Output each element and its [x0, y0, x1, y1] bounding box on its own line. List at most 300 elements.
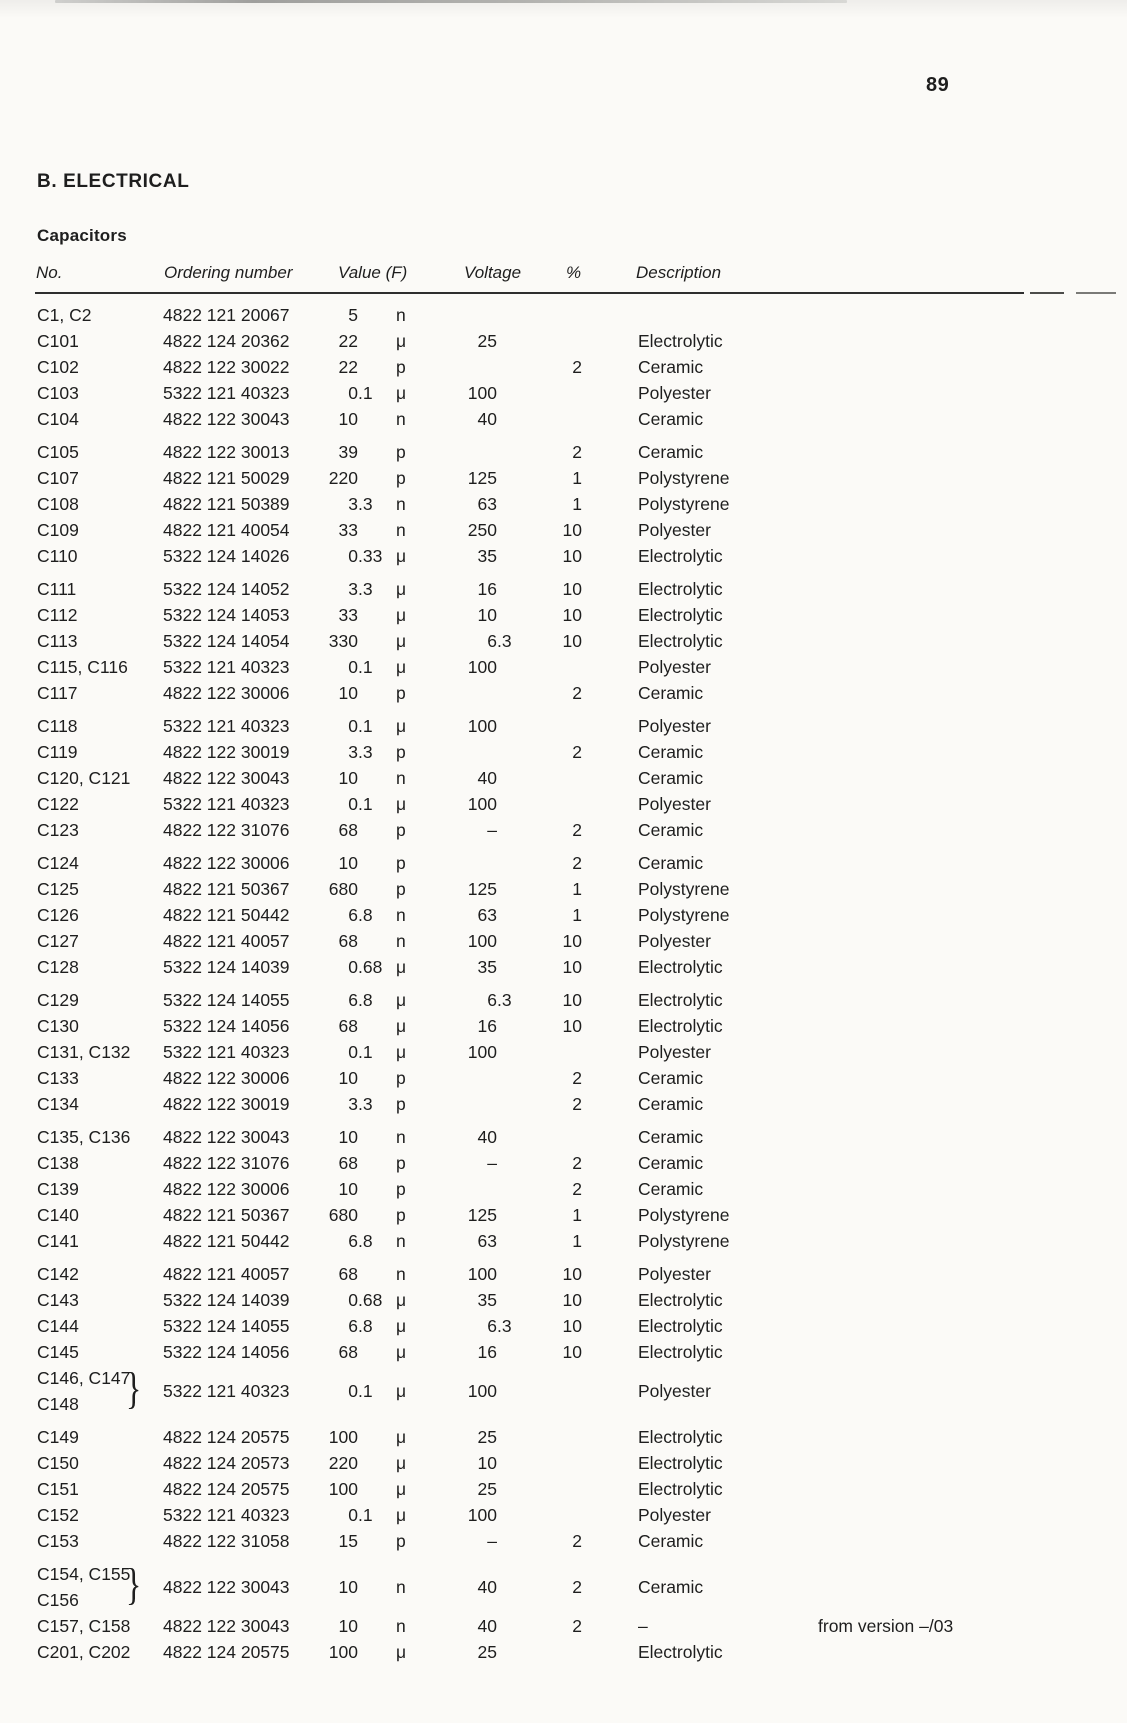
- table-row: [0, 902, 1127, 928]
- ordering-number: 4822 121 20067: [163, 305, 290, 325]
- value-cell-frac: .3: [358, 494, 373, 514]
- value-cell-frac: .1: [358, 716, 373, 736]
- capacitor-number: C109: [37, 520, 79, 540]
- ordering-number: 5322 124 14056: [163, 1342, 290, 1362]
- ordering-number: 5322 121 40323: [163, 657, 290, 677]
- capacitor-number: C103: [37, 383, 79, 403]
- capacitor-number: C104: [37, 409, 79, 429]
- value-unit: n: [396, 931, 406, 951]
- value-cell-int: 10: [338, 1068, 358, 1088]
- value-cell: [250, 1476, 410, 1502]
- voltage-cell-int: 63: [477, 905, 497, 925]
- column-header-no: No.: [36, 263, 63, 282]
- page-number: 89: [926, 74, 950, 96]
- description-cell: Ceramic: [638, 1577, 704, 1597]
- capacitor-number: C110: [37, 546, 78, 566]
- group-brace: }: [126, 1560, 142, 1609]
- value-cell-int: 100: [328, 1642, 358, 1662]
- table-row: [0, 465, 1127, 491]
- value-unit: p: [396, 1153, 406, 1173]
- value-cell-int: 10: [338, 683, 358, 703]
- voltage-cell: [400, 1124, 520, 1150]
- voltage-cell: [400, 1613, 520, 1639]
- tolerance-cell: 2: [572, 1577, 582, 1597]
- value-unit: μ: [396, 1016, 407, 1036]
- value-cell-int: 6: [348, 1231, 358, 1251]
- capacitor-number: C115, C116: [37, 657, 128, 677]
- value-cell-int: 68: [338, 1264, 358, 1284]
- description-cell: Electrolytic: [638, 1427, 723, 1447]
- value-cell-int: 39: [338, 442, 358, 462]
- description-cell: Electrolytic: [638, 957, 723, 977]
- voltage-cell-int: –: [487, 820, 497, 840]
- value-cell-int: 10: [338, 1127, 358, 1147]
- description-cell: –: [638, 1616, 648, 1636]
- value-cell-int: 10: [338, 409, 358, 429]
- capacitor-number: C130: [37, 1016, 79, 1036]
- table-row: [0, 1639, 1127, 1665]
- table-row: [0, 1228, 1127, 1254]
- voltage-cell-int: 25: [477, 1427, 497, 1447]
- capacitor-number: C134: [37, 1094, 79, 1114]
- capacitor-number: C143: [37, 1290, 79, 1310]
- value-cell-int: 220: [328, 468, 358, 488]
- value-cell: [250, 850, 410, 876]
- value-cell: [250, 791, 410, 817]
- value-unit: p: [396, 468, 406, 488]
- value-cell: [250, 1450, 410, 1476]
- value-cell: [250, 1039, 410, 1065]
- value-cell-int: 0: [348, 716, 358, 736]
- ordering-number: 4822 121 50367: [163, 1205, 290, 1225]
- tolerance-cell: 10: [562, 605, 582, 625]
- value-cell: [250, 1613, 410, 1639]
- value-cell-frac: .3: [358, 1094, 373, 1114]
- voltage-cell: [400, 406, 520, 432]
- value-unit: n: [396, 1577, 406, 1597]
- voltage-cell-frac: .3: [497, 631, 512, 651]
- version-note: from version –/03: [818, 1616, 954, 1636]
- ordering-number: 4822 122 30043: [163, 1127, 290, 1147]
- value-unit: p: [396, 357, 406, 377]
- table-row: [0, 791, 1127, 817]
- value-unit: n: [396, 1231, 406, 1251]
- ordering-number: 5322 124 14039: [163, 1290, 290, 1310]
- voltage-cell: [400, 1261, 520, 1287]
- ordering-number: 4822 122 30006: [163, 1179, 290, 1199]
- tolerance-cell: 2: [572, 683, 582, 703]
- voltage-cell-int: 16: [477, 1342, 497, 1362]
- ordering-number: 4822 124 20575: [163, 1642, 290, 1662]
- table-row: [0, 602, 1127, 628]
- description-cell: Ceramic: [638, 820, 704, 840]
- capacitor-number: C153: [37, 1531, 79, 1551]
- value-unit: μ: [396, 1479, 407, 1499]
- description-cell: Electrolytic: [638, 1453, 723, 1473]
- table-row-group: [0, 1561, 1127, 1665]
- tolerance-cell: 10: [562, 957, 582, 977]
- voltage-cell: [400, 465, 520, 491]
- voltage-cell: [400, 1450, 520, 1476]
- value-cell: [250, 739, 410, 765]
- tolerance-cell: 2: [572, 1094, 582, 1114]
- voltage-cell: [400, 491, 520, 517]
- ordering-number: 4822 124 20575: [163, 1479, 290, 1499]
- voltage-cell-int: 100: [467, 1381, 497, 1401]
- description-cell: Ceramic: [638, 409, 704, 429]
- ordering-number: 4822 122 30006: [163, 1068, 290, 1088]
- value-cell-int: 5: [348, 305, 358, 325]
- capacitor-number: C112: [37, 605, 78, 625]
- capacitor-number: C150: [37, 1453, 79, 1473]
- ordering-number: 4822 124 20362: [163, 331, 290, 351]
- value-unit: μ: [396, 990, 407, 1010]
- value-unit: μ: [396, 794, 407, 814]
- voltage-cell: [400, 1502, 520, 1528]
- ordering-number: 5322 124 14054: [163, 631, 290, 651]
- voltage-cell-int: 100: [467, 794, 497, 814]
- value-cell: [250, 328, 410, 354]
- voltage-cell-int: 25: [477, 1642, 497, 1662]
- table-row: [0, 491, 1127, 517]
- value-unit: p: [396, 1068, 406, 1088]
- voltage-cell-int: 16: [477, 1016, 497, 1036]
- capacitor-number: C140: [37, 1205, 79, 1225]
- value-cell-int: 68: [338, 1016, 358, 1036]
- voltage-cell-int: 25: [477, 331, 497, 351]
- capacitor-number: C133: [37, 1068, 79, 1088]
- value-cell: [250, 1176, 410, 1202]
- description-cell: Electrolytic: [638, 1290, 723, 1310]
- value-cell: [250, 713, 410, 739]
- value-cell: [250, 1339, 410, 1365]
- description-cell: Ceramic: [638, 1153, 704, 1173]
- ordering-number: 4822 122 30006: [163, 683, 290, 703]
- table-row: [0, 654, 1127, 680]
- table-row-group: [0, 1124, 1127, 1254]
- voltage-cell: [400, 576, 520, 602]
- value-unit: n: [396, 1127, 406, 1147]
- value-cell: [250, 602, 410, 628]
- description-cell: Ceramic: [638, 1531, 704, 1551]
- value-unit: n: [396, 1616, 406, 1636]
- value-cell-frac: .1: [358, 383, 373, 403]
- description-cell: Polyester: [638, 657, 711, 677]
- ordering-number: 4822 122 31058: [163, 1531, 290, 1551]
- value-cell-frac: .68: [358, 957, 383, 977]
- table-row: [0, 1287, 1127, 1313]
- value-cell-frac: .3: [358, 579, 373, 599]
- value-unit: μ: [396, 1316, 407, 1336]
- tolerance-cell: 10: [562, 1016, 582, 1036]
- table-row: [0, 439, 1127, 465]
- description-cell: Polystyrene: [638, 879, 730, 899]
- value-cell-frac: .1: [358, 657, 373, 677]
- table-row: [0, 850, 1127, 876]
- value-cell: [250, 1378, 410, 1404]
- description-cell: Polyester: [638, 716, 711, 736]
- voltage-cell: [400, 1339, 520, 1365]
- value-cell-int: 0: [348, 383, 358, 403]
- table-row: [0, 765, 1127, 791]
- value-cell: [250, 954, 410, 980]
- table-row: [0, 1124, 1127, 1150]
- table-row-group: [0, 713, 1127, 843]
- column-header-ordering: Ordering number: [164, 263, 293, 282]
- value-cell-frac: .1: [358, 794, 373, 814]
- value-unit: n: [396, 305, 406, 325]
- voltage-cell: [400, 1574, 520, 1600]
- ordering-number: 5322 124 14055: [163, 1316, 290, 1336]
- value-cell: [250, 354, 410, 380]
- value-cell-int: 15: [338, 1531, 358, 1551]
- voltage-cell: [400, 328, 520, 354]
- table-row: [0, 576, 1127, 602]
- voltage-cell-frac: .3: [497, 1316, 512, 1336]
- tolerance-cell: 2: [572, 742, 582, 762]
- ordering-number: 4822 122 30013: [163, 442, 290, 462]
- ordering-number: 5322 124 14056: [163, 1016, 290, 1036]
- tolerance-cell: 1: [572, 468, 582, 488]
- tolerance-cell: 10: [562, 931, 582, 951]
- ordering-number: 4822 122 31076: [163, 1153, 290, 1173]
- voltage-cell-int: 40: [477, 409, 497, 429]
- value-cell-frac: .68: [358, 1290, 383, 1310]
- tolerance-cell: 10: [562, 1290, 582, 1310]
- voltage-cell-int: 63: [477, 1231, 497, 1251]
- value-unit: μ: [396, 1042, 407, 1062]
- table-row: [0, 406, 1127, 432]
- ordering-number: 4822 122 30019: [163, 1094, 290, 1114]
- tolerance-cell: 2: [572, 1068, 582, 1088]
- value-cell: [250, 439, 410, 465]
- capacitor-number: C105: [37, 442, 79, 462]
- tolerance-cell: 10: [562, 631, 582, 651]
- value-cell-int: 0: [348, 957, 358, 977]
- value-unit: μ: [396, 657, 407, 677]
- voltage-cell-int: –: [487, 1531, 497, 1551]
- ordering-number: 4822 121 50367: [163, 879, 290, 899]
- value-cell: [250, 1202, 410, 1228]
- description-cell: Electrolytic: [638, 990, 723, 1010]
- table-row: [0, 680, 1127, 706]
- tolerance-cell: 1: [572, 494, 582, 514]
- voltage-cell-int: 6: [487, 631, 497, 651]
- tolerance-cell: 10: [562, 1342, 582, 1362]
- table-header-row: [0, 263, 1127, 289]
- description-cell: Ceramic: [638, 683, 704, 703]
- description-cell: Ceramic: [638, 853, 704, 873]
- voltage-cell: [400, 628, 520, 654]
- value-cell: [250, 1528, 410, 1554]
- tolerance-cell: 2: [572, 357, 582, 377]
- tolerance-cell: 1: [572, 1231, 582, 1251]
- table-row-group: [0, 576, 1127, 706]
- value-cell-int: 680: [328, 879, 358, 899]
- table-row-group: [0, 302, 1127, 432]
- value-cell: [250, 1313, 410, 1339]
- column-header-tolerance: %: [566, 263, 582, 282]
- value-cell: [250, 765, 410, 791]
- table-row: [0, 1202, 1127, 1228]
- tolerance-cell: 10: [562, 1264, 582, 1284]
- value-cell-int: 0: [348, 794, 358, 814]
- ordering-number: 5322 121 40323: [163, 794, 290, 814]
- value-unit: p: [396, 683, 406, 703]
- description-cell: Polystyrene: [638, 1231, 730, 1251]
- value-cell-frac: .1: [358, 1042, 373, 1062]
- capacitor-number: C118: [37, 716, 78, 736]
- voltage-cell-int: 100: [467, 716, 497, 736]
- tolerance-cell: 2: [572, 820, 582, 840]
- value-unit: p: [396, 879, 406, 899]
- value-unit: μ: [396, 1427, 407, 1447]
- table-row: [0, 928, 1127, 954]
- value-cell: [250, 628, 410, 654]
- capacitor-number: C141: [37, 1231, 79, 1251]
- voltage-cell: [400, 1476, 520, 1502]
- table-row: [0, 1065, 1127, 1091]
- value-cell-int: 0: [348, 1381, 358, 1401]
- table-row: [0, 987, 1127, 1013]
- description-cell: Polystyrene: [638, 1205, 730, 1225]
- value-cell: [250, 1065, 410, 1091]
- tolerance-cell: 2: [572, 853, 582, 873]
- value-cell: [250, 902, 410, 928]
- capacitor-number: C120, C121: [37, 768, 131, 788]
- value-cell-int: 6: [348, 905, 358, 925]
- table-row: [0, 302, 1127, 328]
- description-cell: Polyester: [638, 931, 711, 951]
- value-unit: n: [396, 905, 406, 925]
- capacitor-number: C117: [37, 683, 78, 703]
- value-cell-int: 10: [338, 1577, 358, 1597]
- voltage-cell: [400, 1639, 520, 1665]
- value-cell: [250, 1150, 410, 1176]
- description-cell: Electrolytic: [638, 1316, 723, 1336]
- ordering-number: 4822 121 40057: [163, 931, 290, 951]
- voltage-cell: [400, 765, 520, 791]
- voltage-cell: [400, 1528, 520, 1554]
- value-unit: p: [396, 853, 406, 873]
- value-unit: μ: [396, 1505, 407, 1525]
- description-cell: Ceramic: [638, 1179, 704, 1199]
- value-cell-int: 22: [338, 357, 358, 377]
- value-cell-int: 100: [328, 1479, 358, 1499]
- description-cell: Polystyrene: [638, 905, 730, 925]
- voltage-cell-int: 40: [477, 768, 497, 788]
- voltage-cell: [400, 954, 520, 980]
- voltage-cell: [400, 602, 520, 628]
- value-cell: [250, 1424, 410, 1450]
- value-cell: [250, 1287, 410, 1313]
- voltage-cell-int: 35: [477, 546, 497, 566]
- capacitor-number: C1, C2: [37, 305, 92, 325]
- ordering-number: 4822 122 31076: [163, 820, 290, 840]
- voltage-cell-int: 100: [467, 931, 497, 951]
- value-unit: p: [396, 442, 406, 462]
- table-row-group: [0, 1424, 1127, 1554]
- table-row: [0, 1091, 1127, 1117]
- ordering-number: 5322 124 14026: [163, 546, 290, 566]
- value-unit: n: [396, 409, 406, 429]
- capacitor-number: C107: [37, 468, 79, 488]
- voltage-cell-int: 25: [477, 1479, 497, 1499]
- capacitor-number: C144: [37, 1316, 79, 1336]
- value-cell-int: 6: [348, 1316, 358, 1336]
- value-cell: [250, 406, 410, 432]
- capacitor-number: C142: [37, 1264, 79, 1284]
- value-cell-int: 100: [328, 1427, 358, 1447]
- description-cell: Ceramic: [638, 442, 704, 462]
- voltage-cell-int: 100: [467, 657, 497, 677]
- value-unit: p: [396, 1094, 406, 1114]
- voltage-cell: [400, 1313, 520, 1339]
- ordering-number: 4822 121 50442: [163, 905, 290, 925]
- capacitor-number: C101: [37, 331, 79, 351]
- voltage-cell-int: 16: [477, 579, 497, 599]
- table-row: [0, 713, 1127, 739]
- table-row-group: [0, 1261, 1127, 1417]
- description-cell: Polyester: [638, 794, 711, 814]
- value-cell-int: 68: [338, 820, 358, 840]
- ordering-number: 4822 121 40054: [163, 520, 290, 540]
- ordering-number: 5322 121 40323: [163, 1505, 290, 1525]
- table-row: [0, 1039, 1127, 1065]
- value-cell: [250, 543, 410, 569]
- column-header-description: Description: [636, 263, 722, 282]
- description-cell: Electrolytic: [638, 579, 723, 599]
- ordering-number: 5322 124 14039: [163, 957, 290, 977]
- tolerance-cell: 10: [562, 520, 582, 540]
- description-cell: Ceramic: [638, 1094, 704, 1114]
- value-cell-frac: .8: [358, 905, 373, 925]
- value-cell-frac: .33: [358, 546, 383, 566]
- tolerance-cell: 2: [572, 1531, 582, 1551]
- ordering-number: 4822 122 30043: [163, 1616, 290, 1636]
- voltage-cell: [400, 1287, 520, 1313]
- description-cell: Electrolytic: [638, 546, 723, 566]
- table-row: [0, 954, 1127, 980]
- value-cell-frac: .1: [358, 1381, 373, 1401]
- value-cell-int: 3: [348, 494, 358, 514]
- table-row: [0, 1613, 1127, 1639]
- voltage-cell-int: 63: [477, 494, 497, 514]
- ordering-number: 4822 122 30022: [163, 357, 290, 377]
- voltage-cell-int: 35: [477, 957, 497, 977]
- capacitor-number: C151: [37, 1479, 79, 1499]
- voltage-cell-int: 250: [467, 520, 497, 540]
- value-cell: [250, 1574, 410, 1600]
- value-unit: μ: [396, 1290, 407, 1310]
- table-row: [0, 543, 1127, 569]
- value-unit: p: [396, 1205, 406, 1225]
- table-row: [0, 1176, 1127, 1202]
- value-unit: n: [396, 768, 406, 788]
- ordering-number: 4822 122 30006: [163, 853, 290, 873]
- column-header-value: Value (F): [338, 263, 408, 282]
- header-rule-dash: [1076, 292, 1116, 294]
- ordering-number: 5322 124 14053: [163, 605, 290, 625]
- tolerance-cell: 2: [572, 442, 582, 462]
- tolerance-cell: 10: [562, 579, 582, 599]
- tolerance-cell: 10: [562, 546, 582, 566]
- voltage-cell: [400, 543, 520, 569]
- voltage-cell-int: 10: [477, 1453, 497, 1473]
- description-cell: Electrolytic: [638, 631, 723, 651]
- table-row: [0, 1561, 1127, 1613]
- voltage-cell-int: 100: [467, 383, 497, 403]
